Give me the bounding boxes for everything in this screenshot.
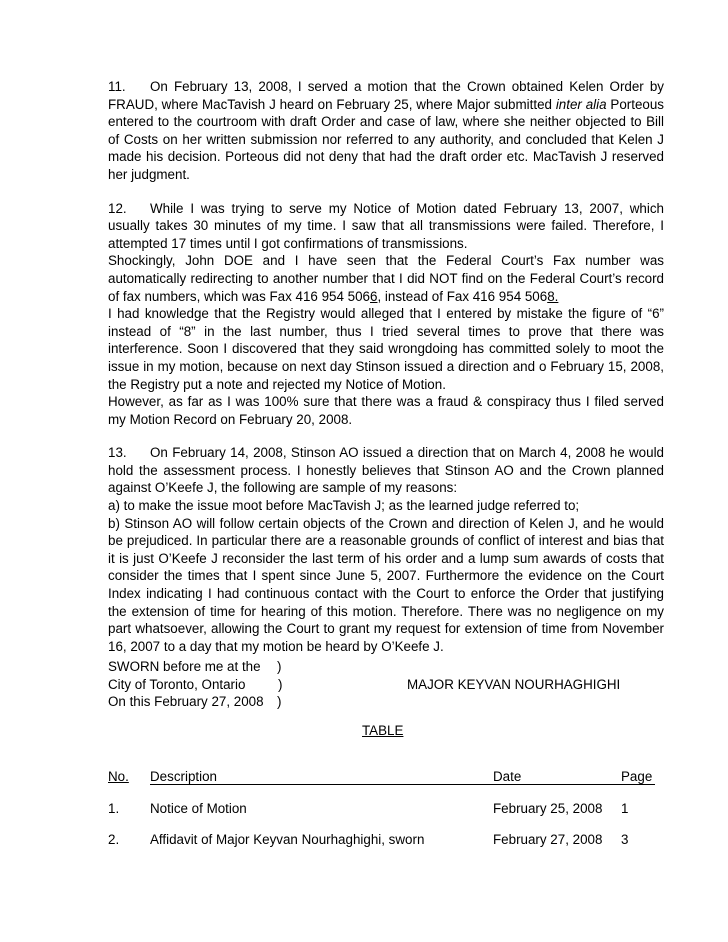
paragraph-text: While I was trying to serve my Notice of Motion dated February 13, 2007, which usually takes 30 minutes of my time. I saw that all transmissions were failed. Therefore, I attempted 17 times until I got confirmations of transmissions. [108,200,664,251]
bracket: ) [277,659,282,674]
underlined-digit: 6 [370,288,378,304]
paragraph-12 [108,200,664,429]
row-no: 1. [108,801,120,816]
paragraph-number: 12. [108,200,127,216]
paragraph-11 [108,78,664,184]
paragraph-12-registry: I had knowledge that the Registry would alleged that I entered by mistake the figure of “6” instead of “8” in the last number, thus I tried several times to prove that there was interference. Soon I discovered that they said wrongdoing has committed solely to moot the issue in my motion, because on next day Stinson issued a direction and o February 15, 2008, the Registry put a note and rejected my Notice of Motion. [108,306,664,392]
paragraph-11-text [108,78,664,184]
jurat-block [108,658,664,711]
bracket: ) [277,694,282,710]
header-date: Date [493,769,522,784]
italic-text: inter alia [555,96,607,112]
jurat-line-1: SWORN before me at the [108,659,261,674]
jurat-row [108,693,664,711]
paragraph-text: On February 13, 2008, I served a motion that the Crown obtained Kelen Order by FRAUD, where MacTavish J heard on February 25, where Major submitted [108,79,664,112]
paragraph-text: On February 14, 2008, Stinson AO issued a direction that on March 4, 2008 he would hold the assessment process. I honestly believes that Stinson AO and the Crown planned against O’Keefe J, the following are sample of my reasons: [108,445,664,496]
paragraph-13-reason-a: a) to make the issue moot before MacTavish J; as the learned judge referred to; [108,498,580,514]
header-no: No. [108,769,129,784]
paragraph-text: Shockingly, John DOE and I have seen that the Federal Court’s Fax number was automatically redirecting to another number that I did NOT find on the Federal Court’s record of fax numbers, which was Fax 416 954 506 [108,253,664,304]
paragraph-13-reason-b: b) Stinson AO will follow certain objects of the Crown and direction of Kelen J, and he would be prejudiced. In particular there are a reasonable grounds of conflict of interest and bias that it is just O’Keefe J reconsider the last term of his order and a lump sum awards of costs that consider the times that I spent since June 5, 2007. Furthermore the evidence on the Court Index indicating I had continuous contact with the Court to enforce the Order that justifying the extension of time for hearing of this motion. Therefore. There was no negligence on my part whatsoever, allowing the Court to grant my request for extension of time from November 16, 2007 to a day that my motion be heard by O’Keefe J. [108,515,664,654]
paragraph-12-however: However, as far as I was 100% sure that there was a fraud & conspiracy thus I filed served my Motion Record on February 20, 2008. [108,394,664,427]
paragraph-12-text [108,200,664,253]
row-description: Affidavit of Major Keyvan Nourhaghighi, sworn [150,832,425,847]
underlined-digit: 8. [547,288,559,304]
table-header-row [108,769,664,786]
row-description: Notice of Motion [150,801,247,816]
header-description: Description [150,769,217,784]
jurat-line-2: City of Toronto, Ontario [108,676,246,692]
bracket: ) [278,676,283,692]
table-title: TABLE [362,723,404,738]
paragraph-number: 13. [108,445,127,461]
header-underline [150,784,655,785]
paragraph-12-fax [108,252,664,305]
paragraph-13 [108,444,664,655]
deponent-name: MAJOR KEYVAN NOURHAGHIGHI [407,676,621,692]
jurat-row [108,676,664,694]
index-table [108,769,664,849]
table-row [108,832,664,849]
header-page: Page [621,769,653,784]
row-page: 3 [621,832,629,847]
row-date: February 27, 2008 [493,832,603,847]
paragraph-13-text [108,444,664,497]
paragraph-text: Porteous entered to the courtroom with draft Order and case of law, where she neither objected to Bill of Costs on her written submission nor referred to any authority, and concluded that Kelen J made his decision. Porteous did not deny that had the draft order etc. MacTavish J reserved her judgment. [108,96,664,182]
row-date: February 25, 2008 [493,801,603,816]
row-no: 2. [108,832,120,847]
jurat-row [108,658,664,676]
affidavit-body [108,78,664,671]
paragraph-text: , instead of Fax 416 954 506 [377,288,548,304]
jurat-line-3: On this February 27, 2008 [108,694,264,710]
paragraph-number: 11. [108,79,126,94]
row-page: 1 [621,801,629,816]
table-row [108,801,664,818]
